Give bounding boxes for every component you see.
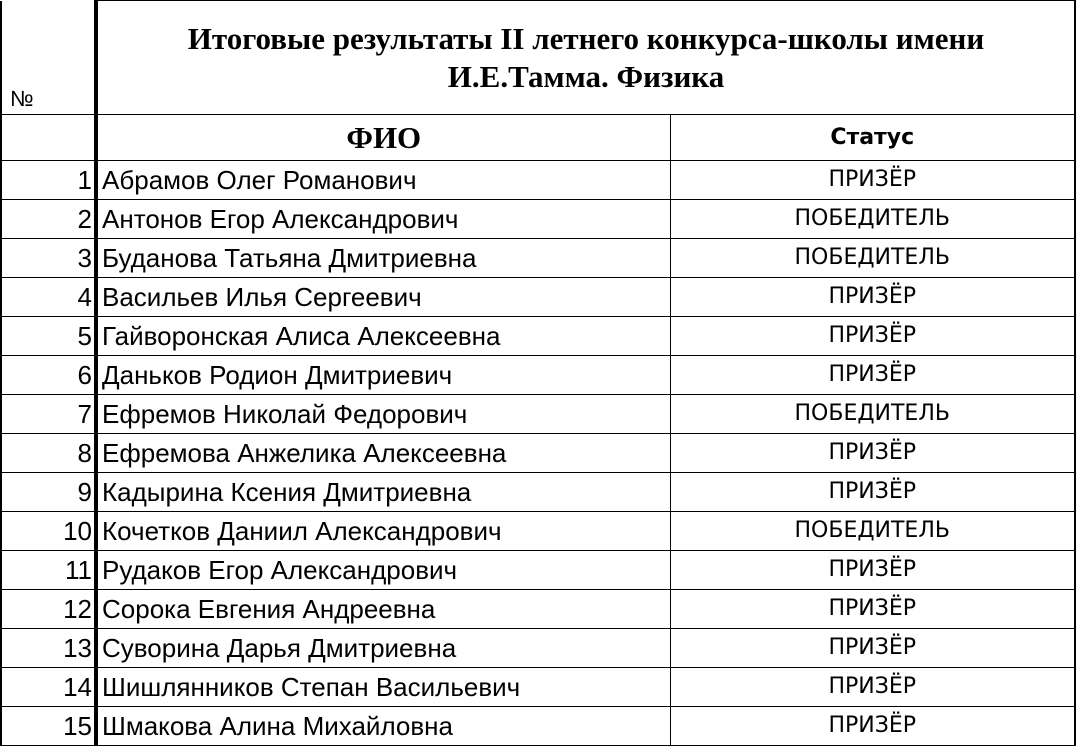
student-name-cell[interactable]: Абрамов Олег Романович [96,161,670,200]
student-name-cell[interactable]: Рудаков Егор Александрович [96,551,670,590]
student-name-cell[interactable]: Сорока Евгения Андреевна [96,590,670,629]
status-cell[interactable]: ПРИЗЁР [670,473,1075,512]
table-row [1,629,1075,668]
status-cell[interactable]: ПРИЗЁР [670,590,1075,629]
status-cell[interactable]: ПОБЕДИТЕЛЬ [670,200,1075,239]
table-row [1,707,1075,746]
status-cell[interactable]: ПРИЗЁР [670,161,1075,200]
status-cell[interactable]: ПРИЗЁР [670,356,1075,395]
student-name-cell[interactable]: Даньков Родион Дмитриевич [96,356,670,395]
row-number-cell[interactable]: 11 [1,551,96,590]
name-column-header[interactable]: ФИО [96,115,670,161]
student-name-cell[interactable]: Васильев Илья Сергеевич [96,278,670,317]
status-cell[interactable]: ПРИЗЁР [670,668,1075,707]
column-header-empty-cell[interactable] [1,115,96,161]
row-number-cell[interactable]: 6 [1,356,96,395]
row-number-cell[interactable]: 13 [1,629,96,668]
row-number-cell[interactable]: 15 [1,707,96,746]
status-cell[interactable]: ПРИЗЁР [670,629,1075,668]
table-row [1,239,1075,278]
student-name-cell[interactable]: Гайворонская Алиса Алексеевна [96,317,670,356]
row-number-cell[interactable]: 12 [1,590,96,629]
status-cell[interactable]: ПОБЕДИТЕЛЬ [670,512,1075,551]
row-number-cell[interactable]: 2 [1,200,96,239]
status-column-header[interactable]: Статус [670,115,1075,161]
table-row [1,512,1075,551]
page-title [96,1,1075,115]
status-cell[interactable]: ПОБЕДИТЕЛЬ [670,395,1075,434]
table-row [1,278,1075,317]
student-name-cell[interactable]: Буданова Татьяна Дмитриевна [96,239,670,278]
status-cell[interactable]: ПОБЕДИТЕЛЬ [670,239,1075,278]
column-header-row [1,115,1075,161]
status-cell[interactable]: ПРИЗЁР [670,434,1075,473]
table-row [1,161,1075,200]
row-number-cell[interactable]: 14 [1,668,96,707]
student-name-cell[interactable]: Шишлянников Степан Васильевич [96,668,670,707]
table-row [1,434,1075,473]
row-number-cell[interactable]: 9 [1,473,96,512]
status-cell[interactable]: ПРИЗЁР [670,278,1075,317]
row-number-cell[interactable]: 8 [1,434,96,473]
student-name-cell[interactable]: Кочетков Даниил Александрович [96,512,670,551]
table-row [1,590,1075,629]
row-number-cell[interactable]: 3 [1,239,96,278]
student-name-cell[interactable]: Суворина Дарья Дмитриевна [96,629,670,668]
student-name-cell[interactable]: Ефремова Анжелика Алексеевна [96,434,670,473]
table-row [1,200,1075,239]
row-number-cell[interactable]: 4 [1,278,96,317]
status-cell[interactable]: ПРИЗЁР [670,317,1075,356]
table-row [1,551,1075,590]
title-line-2: И.Е.Тамма. Физика [447,58,725,94]
table-row [1,395,1075,434]
row-number-cell[interactable]: 5 [1,317,96,356]
table-row [1,317,1075,356]
title-row [1,1,1075,115]
student-name-cell[interactable]: Ефремов Николай Федорович [96,395,670,434]
student-name-cell[interactable]: Кадырина Ксения Дмитриевна [96,473,670,512]
table-row [1,668,1075,707]
row-number-cell[interactable]: 7 [1,395,96,434]
status-cell[interactable]: ПРИЗЁР [670,551,1075,590]
student-name-cell[interactable]: Шмакова Алина Михайловна [96,707,670,746]
table-row [1,356,1075,395]
row-number-cell[interactable]: 10 [1,512,96,551]
table-row [1,473,1075,512]
number-column-header[interactable]: № [1,1,96,115]
status-cell[interactable]: ПРИЗЁР [670,707,1075,746]
title-line-1: Итоговые результаты II летнего конкурса-школы имени [187,20,985,56]
student-name-cell[interactable]: Антонов Егор Александрович [96,200,670,239]
row-number-cell[interactable]: 1 [1,161,96,200]
